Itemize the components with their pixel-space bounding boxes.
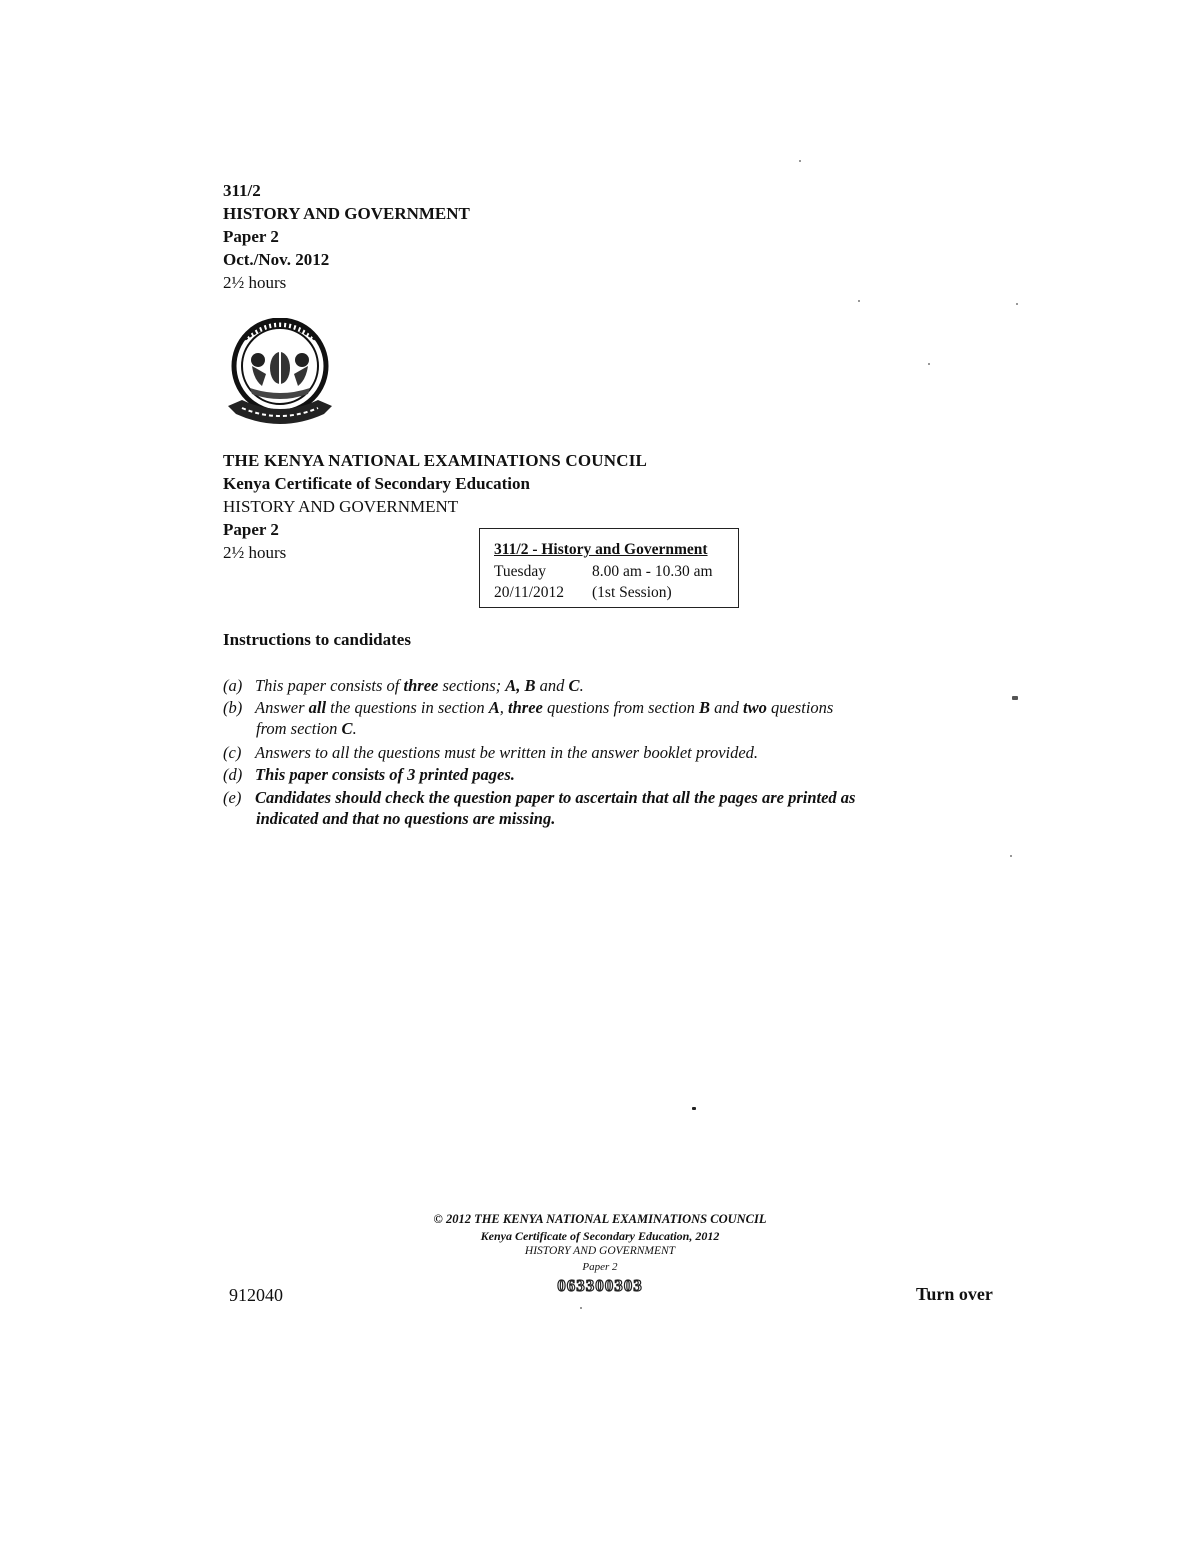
scan-speck bbox=[1012, 696, 1018, 700]
scan-speck bbox=[692, 1107, 696, 1110]
scan-speck bbox=[858, 300, 860, 302]
council-subject: HISTORY AND GOVERNMENT bbox=[223, 497, 459, 516]
instruction-text: Answers to all the questions must be written in the answer booklet provided. bbox=[255, 743, 759, 762]
kenya-coat-of-arms-seal-icon bbox=[224, 318, 336, 430]
instruction-text: questions bbox=[766, 698, 834, 717]
timetable-time: 8.00 am - 10.30 am bbox=[592, 563, 713, 580]
footer-subject: HISTORY AND GOVERNMENT bbox=[524, 1245, 676, 1257]
instruction-text: sections; bbox=[438, 676, 506, 695]
instruction-text: from section bbox=[256, 719, 342, 738]
exam-duration: 2½ hours bbox=[223, 273, 287, 292]
timetable-title: 311/2 - History and Government bbox=[494, 541, 708, 558]
council-paper: Paper 2 bbox=[223, 520, 279, 539]
instruction-letter: (a) bbox=[223, 676, 243, 695]
instruction-e bbox=[223, 787, 855, 809]
timetable-date: 20/11/2012 bbox=[494, 584, 565, 601]
instruction-text: . bbox=[579, 676, 584, 695]
barcode-number: 063300303 bbox=[557, 1276, 643, 1295]
subject-title: HISTORY AND GOVERNMENT bbox=[223, 204, 470, 223]
scan-speck bbox=[928, 363, 930, 365]
instruction-emphasis: A bbox=[488, 698, 500, 717]
certificate-name: Kenya Certificate of Secondary Education bbox=[223, 474, 530, 493]
timetable-session: (1st Session) bbox=[592, 584, 672, 601]
scan-speck bbox=[799, 160, 801, 162]
paper-number: Paper 2 bbox=[223, 227, 279, 246]
instruction-c bbox=[223, 742, 758, 764]
instruction-text: and bbox=[710, 698, 744, 717]
instruction-text: Answer bbox=[255, 698, 309, 717]
instructions-heading: Instructions to candidates bbox=[223, 630, 411, 649]
paper-code: 311/2 bbox=[223, 181, 261, 200]
exam-date: Oct./Nov. 2012 bbox=[223, 250, 330, 269]
instruction-b-continued bbox=[256, 719, 357, 739]
instruction-text: , bbox=[499, 698, 509, 717]
scan-speck bbox=[580, 1307, 582, 1309]
instruction-text: This paper consists of 3 printed pages. bbox=[255, 765, 515, 784]
instruction-text: This paper consists of bbox=[255, 676, 404, 695]
footer-code: 912040 bbox=[229, 1285, 283, 1305]
instruction-a bbox=[223, 675, 584, 697]
instruction-d bbox=[223, 764, 515, 786]
instruction-letter: (d) bbox=[223, 765, 243, 784]
instruction-emphasis: three bbox=[508, 698, 543, 717]
instruction-letter: (e) bbox=[223, 788, 242, 807]
timetable-day: Tuesday bbox=[494, 563, 546, 580]
turn-over-label: Turn over bbox=[916, 1284, 993, 1304]
instruction-text: Candidates should check the question paper to ascertain that all the pages are printed as bbox=[255, 788, 856, 807]
instruction-emphasis: C bbox=[341, 719, 353, 738]
council-name: THE KENYA NATIONAL EXAMINATIONS COUNCIL bbox=[223, 451, 648, 470]
instruction-text: indicated and that no questions are missing. bbox=[256, 809, 556, 828]
instruction-text: questions from section bbox=[542, 698, 699, 717]
instruction-text: . bbox=[352, 719, 357, 738]
instruction-text: the questions in section bbox=[326, 698, 489, 717]
footer-certificate: Kenya Certificate of Secondary Education, 2012 bbox=[480, 1229, 720, 1243]
instruction-emphasis: all bbox=[308, 698, 327, 717]
scan-speck bbox=[1010, 855, 1012, 857]
council-duration: 2½ hours bbox=[223, 543, 287, 562]
instruction-emphasis: A, B bbox=[505, 676, 536, 695]
instruction-letter: (c) bbox=[223, 743, 242, 762]
instruction-emphasis: C bbox=[568, 676, 580, 695]
instruction-emphasis: B bbox=[699, 698, 711, 717]
instruction-e-continued bbox=[256, 809, 555, 829]
timetable-box bbox=[479, 528, 739, 608]
scan-speck bbox=[1016, 303, 1018, 305]
footer-paper: Paper 2 bbox=[582, 1261, 618, 1273]
instruction-emphasis: two bbox=[743, 698, 767, 717]
instruction-text: and bbox=[535, 676, 569, 695]
instruction-emphasis: three bbox=[403, 676, 439, 695]
footer-copyright: © 2012 THE KENYA NATIONAL EXAMINATIONS COUNCIL bbox=[433, 1212, 767, 1226]
instruction-b bbox=[223, 697, 833, 719]
instruction-letter: (b) bbox=[223, 698, 243, 717]
